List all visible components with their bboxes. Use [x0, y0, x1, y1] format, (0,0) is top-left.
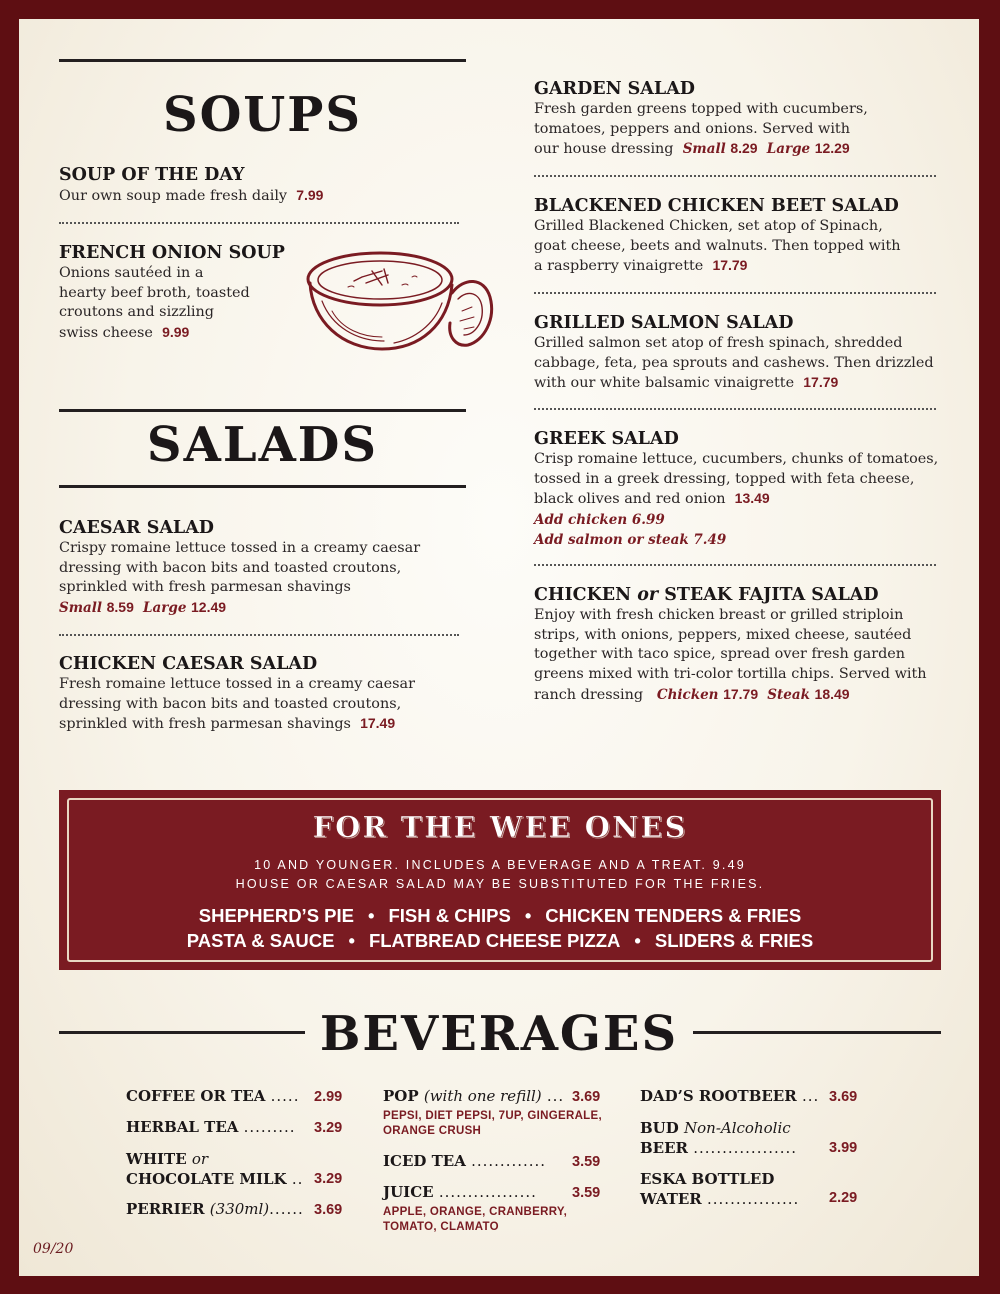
item-price: 18.49: [814, 685, 850, 702]
item-desc-line: hearty beef broth, toasted: [59, 284, 250, 301]
beverage-price: 2.99: [314, 1089, 343, 1105]
item-desc-line: swiss cheese: [59, 325, 153, 342]
beverage-name: BUD Non-Alcoholic BEER ..................: [640, 1119, 798, 1157]
beverage-name: JUICE .................: [383, 1183, 537, 1201]
bullet-icon: •: [368, 905, 375, 926]
item-price: 8.59: [106, 599, 134, 616]
addon-salmon-steak: Add salmon or steak 7.49: [534, 532, 727, 549]
item-title: SOUP OF THE DAY: [59, 165, 245, 185]
bullet-icon: •: [524, 905, 532, 926]
divider: [534, 292, 936, 294]
divider: [534, 175, 936, 177]
item-desc-line: croutons and sizzling: [59, 304, 215, 321]
soups-heading: SOUPS: [162, 87, 363, 143]
kids-item: SHEPHERD’S PIE: [198, 905, 354, 926]
salads-top-rule: [59, 409, 466, 412]
beverage-name: HERBAL TEA .........: [126, 1118, 296, 1136]
item-title: CAESAR SALAD: [59, 518, 214, 538]
beverage-price: 3.69: [829, 1089, 858, 1105]
beverage-price: 3.29: [314, 1120, 343, 1136]
kids-item: SLIDERS & FRIES: [654, 930, 814, 951]
item-desc-line: Crispy romaine lettuce tossed in a creamy caesar: [59, 540, 421, 556]
item-title: GARDEN SALAD: [534, 79, 695, 99]
item-desc-line: Enjoy with fresh chicken breast or grilled striploin: [534, 607, 904, 623]
item-desc-line: our house dressing: [534, 141, 674, 158]
beverage-price: 3.29: [314, 1171, 343, 1187]
addon-chicken: Add chicken 6.99: [534, 512, 665, 529]
beverage-price: 3.99: [829, 1140, 858, 1156]
beverage-price: 3.69: [314, 1202, 343, 1218]
item-desc-line: cabbage, feta, pea sprouts and cashews. Then drizzled: [534, 354, 934, 371]
beverage-price: 3.59: [572, 1154, 601, 1170]
item-desc-line: black olives and red onion: [534, 491, 726, 508]
kids-item: FLATBREAD CHEESE PIZZA: [368, 930, 621, 951]
beverage-price: 2.29: [829, 1190, 858, 1206]
wee-ones-note: HOUSE OR CAESAR SALAD MAY BE SUBSTITUTED FOR THE FRIES.: [235, 877, 765, 891]
item-desc-line: sprinkled with fresh parmesan shavings: [59, 579, 351, 596]
item-desc-line: Grilled Blackened Chicken, set atop of Spinach,: [534, 218, 883, 234]
item-desc-line: dressing with bacon bits and toasted croutons,: [59, 695, 402, 712]
wee-ones-panel: [59, 790, 941, 970]
item-desc: Our own soup made fresh daily: [59, 188, 288, 204]
item-title: GREEK SALAD: [534, 429, 679, 449]
kids-item: CHICKEN TENDERS & FRIES: [545, 905, 802, 926]
item-price: 13.49: [734, 490, 770, 507]
bullet-icon: •: [348, 930, 355, 951]
item-desc-line: Fresh garden greens topped with cucumbers,: [534, 101, 868, 117]
beverage-note: APPLE, ORANGE, CRANBERRY, TOMATO, CLAMATO: [383, 1206, 568, 1233]
size-label: Large: [143, 600, 187, 617]
divider: [59, 634, 459, 636]
item-desc-line: ranch dressing: [534, 686, 644, 703]
beverage-name: POP (with one refill) ...: [383, 1087, 565, 1105]
menu-item-soup-of-the-day: [59, 164, 469, 207]
item-price: 8.29: [730, 140, 758, 157]
divider: [534, 408, 936, 410]
item-title: CHICKEN: [534, 585, 632, 605]
wee-ones-row: [59, 930, 941, 952]
item-desc-line: dressing with bacon bits and toasted croutons,: [59, 559, 402, 576]
menu-item-blackened-chicken-beet-salad: [534, 195, 964, 277]
menu-item-greek-salad: [534, 428, 964, 550]
item-price: 12.49: [191, 599, 227, 616]
beverages-right-rule: [693, 1031, 941, 1034]
wee-ones-subtitle: 10 AND YOUNGER. INCLUDES A BEVERAGE AND A TREAT. 9.49: [254, 858, 746, 872]
item-desc-line: greens mixed with tri-color tortilla chips. Served with: [534, 666, 927, 683]
size-label: Large: [766, 141, 811, 158]
item-desc-line: Fresh romaine lettuce tossed in a creamy caesar: [59, 676, 415, 692]
menu-item-fajita-salad: [534, 584, 964, 706]
item-title-or: or: [637, 585, 659, 605]
item-price: 17.79: [723, 685, 759, 702]
item-title: STEAK FAJITA SALAD: [664, 585, 879, 605]
menu-item-chicken-caesar-salad: [59, 653, 479, 735]
option-label: Chicken: [656, 686, 719, 703]
item-desc-line: Onions sautéed in a: [59, 265, 204, 281]
menu-item-grilled-salmon-salad: [534, 312, 964, 394]
beverage-note: PEPSI, DIET PEPSI, 7UP, GINGERALE, ORANGE CRUSH: [383, 1110, 602, 1137]
item-price: 9.99: [162, 324, 190, 341]
kids-item: PASTA & SAUCE: [186, 930, 335, 951]
item-price: 17.49: [360, 715, 396, 732]
item-title: CHICKEN CAESAR SALAD: [59, 654, 318, 674]
item-desc-line: goat cheese, beets and walnuts. Then topped with: [534, 237, 901, 254]
wee-ones-row: [59, 905, 941, 927]
salads-bottom-rule: [59, 485, 466, 488]
beverage-price: 3.59: [572, 1185, 601, 1201]
item-desc-line: tossed in a greek dressing, topped with feta cheese,: [534, 470, 915, 487]
beverage-name: WHITE or CHOCOLATE MILK ..: [126, 1150, 304, 1188]
beverage-price: 3.69: [572, 1089, 601, 1105]
beverage-name: ESKA BOTTLED WATER ................: [640, 1170, 800, 1208]
item-title: GRILLED SALMON SALAD: [534, 313, 794, 333]
item-price: 17.79: [712, 257, 748, 274]
item-desc-line: a raspberry vinaigrette: [534, 258, 704, 275]
beverages-heading: BEVERAGES: [319, 1006, 679, 1062]
bullet-icon: •: [634, 930, 641, 951]
size-label: Small: [682, 141, 726, 158]
soups-top-rule: [59, 59, 466, 62]
menu-date: 09/20: [33, 1241, 74, 1257]
wee-ones-title: FOR THE WEE ONES: [312, 810, 688, 844]
item-title: BLACKENED CHICKEN BEET SALAD: [534, 196, 899, 216]
item-desc-line: Grilled salmon set atop of fresh spinach, shredded: [534, 335, 903, 351]
beverage-name: ICED TEA .............: [383, 1152, 547, 1170]
item-desc-line: sprinkled with fresh parmesan shavings: [59, 716, 351, 733]
size-label: Small: [59, 600, 103, 617]
menu-item-french-onion-soup: [59, 242, 319, 344]
beverage-name: PERRIER (330ml)......: [126, 1200, 304, 1218]
option-label: Steak: [767, 686, 810, 703]
item-price: 12.29: [814, 140, 850, 157]
beverages-left-rule: [59, 1031, 305, 1034]
menu-item-garden-salad: [534, 78, 954, 160]
item-title: FRENCH ONION SOUP: [59, 243, 285, 263]
salads-heading: SALADS: [146, 417, 379, 473]
item-desc-line: with our white balsamic vinaigrette: [534, 375, 795, 392]
menu-page: [19, 19, 979, 1276]
item-price: 7.99: [296, 187, 324, 203]
item-desc-line: strips, with onions, peppers, mixed cheese, sautéed: [534, 626, 912, 643]
item-desc-line: Crisp romaine lettuce, cucumbers, chunks of tomatoes,: [534, 451, 939, 467]
item-price: 17.79: [803, 374, 839, 391]
menu-item-caesar-salad: [59, 517, 479, 619]
soup-bowl-icon: [302, 241, 502, 356]
divider: [534, 564, 936, 566]
kids-item: FISH & CHIPS: [388, 905, 511, 926]
item-desc-line: together with taco spice, spread over fresh garden: [534, 646, 906, 663]
beverage-name: DAD’S ROOTBEER ...: [640, 1087, 820, 1105]
divider: [59, 222, 459, 224]
beverage-name: COFFEE OR TEA .....: [126, 1087, 300, 1105]
item-desc-line: tomatoes, peppers and onions. Served with: [534, 120, 850, 137]
